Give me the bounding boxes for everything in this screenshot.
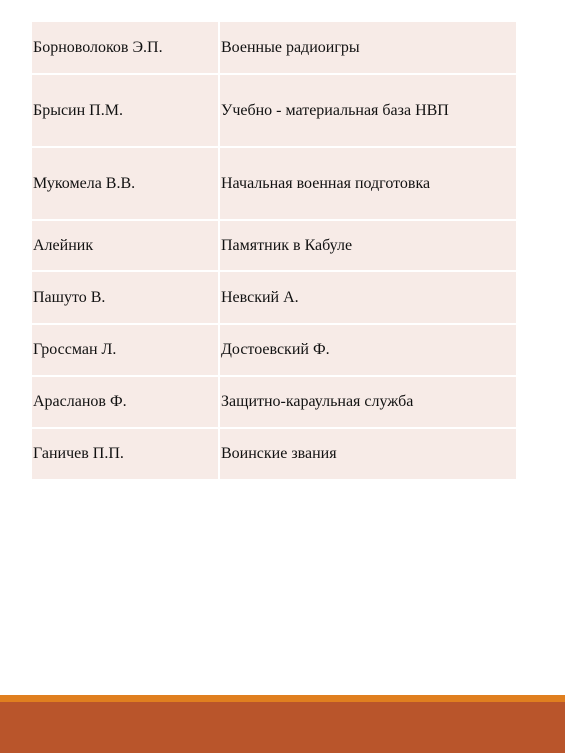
title-cell: Достоевский Ф. (221, 341, 330, 358)
author-cell: Гроссман Л. (32, 325, 220, 375)
table-row (32, 429, 516, 481)
table-row (32, 75, 516, 148)
title-cell: Учебно - материальная база НВП (221, 101, 449, 119)
author-cell: Борноволоков Э.П. (32, 22, 220, 73)
author-cell: Ганичев П.П. (32, 429, 220, 479)
table-row (32, 377, 516, 429)
table-row (32, 22, 516, 75)
table-row (32, 325, 516, 377)
table-row (32, 272, 516, 325)
footer-band (0, 702, 565, 753)
author-cell: Арасланов Ф. (32, 377, 220, 427)
author-cell: Алейник (32, 221, 220, 270)
table-row (32, 148, 516, 221)
title-cell: Начальная военная подготовка (221, 174, 431, 192)
table-row (32, 221, 516, 272)
title-cell: Защитно-караульная служба (221, 393, 414, 410)
title-cell: Памятник в Кабуле (221, 236, 353, 254)
title-cell: Невский А. (221, 288, 299, 306)
author-cell: Брысин П.М. (32, 75, 220, 146)
book-table (32, 22, 516, 481)
title-cell: Военные радиоигры (221, 38, 360, 56)
author-cell: Пашуто В. (32, 272, 220, 323)
title-cell: Воинские звания (221, 445, 337, 462)
author-cell: Мукомела В.В. (32, 148, 220, 219)
footer-accent-line (0, 695, 565, 702)
